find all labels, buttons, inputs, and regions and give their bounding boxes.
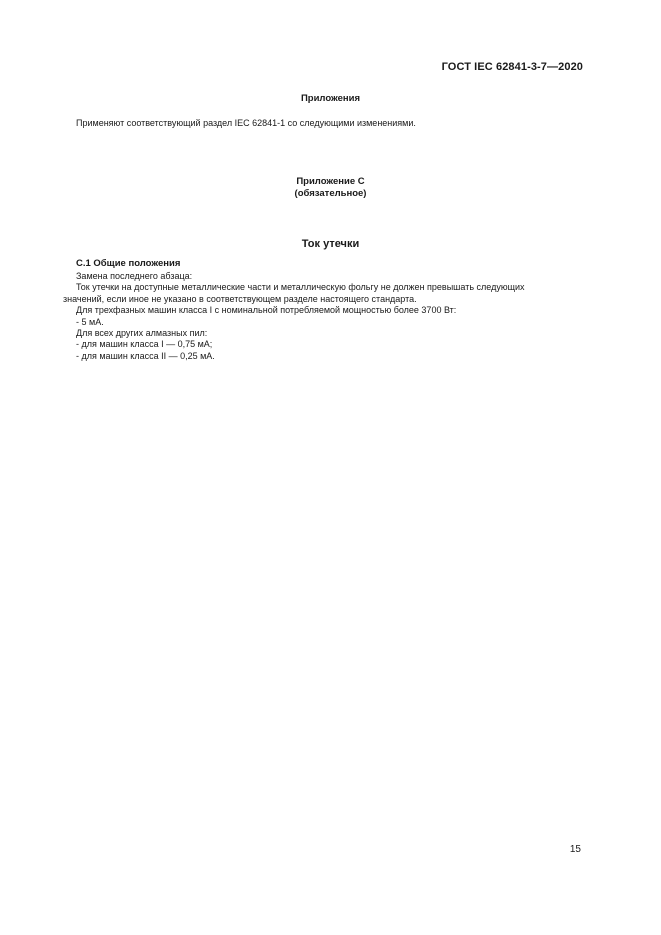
other-saws-line: Для всех других алмазных пил: [76,328,208,339]
clause-body [63,271,582,362]
replace-line: Замена последнего абзаца: [76,271,193,281]
section-title: Ток утечки [301,238,360,250]
annex-c-heading [0,176,661,200]
class-one-line: - для машин класса I — 0,75 мА; [76,339,213,350]
annex-c-status: (обязательное) [294,188,367,199]
page-number: 15 [569,844,581,855]
annexes-title: Приложения [300,93,361,104]
annex-c-title: Приложение С [296,176,365,187]
standard-code: ГОСТ IEC 62841-3-7—2020 [441,61,583,73]
leakage-line-1: Ток утечки на доступные металлические части и металлическую фольгу не должен превышать следующих [76,282,525,293]
leakage-line-2: значений, если иное не указано в соответствующем разделе настоящего стандарта. [63,293,417,304]
three-phase-line: Для трехфазных машин класса I с номинальной потребляемой мощностью более 3700 Вт: [76,305,457,316]
three-phase-value: - 5 мА. [76,316,104,327]
class-two-line: - для машин класса II — 0,25 мА. [76,350,215,361]
annexes-intro: Применяют соответствующий раздел IEC 62841-1 со следующими изменениями. [76,118,416,128]
clause-title: С.1 Общие положения [76,258,181,269]
